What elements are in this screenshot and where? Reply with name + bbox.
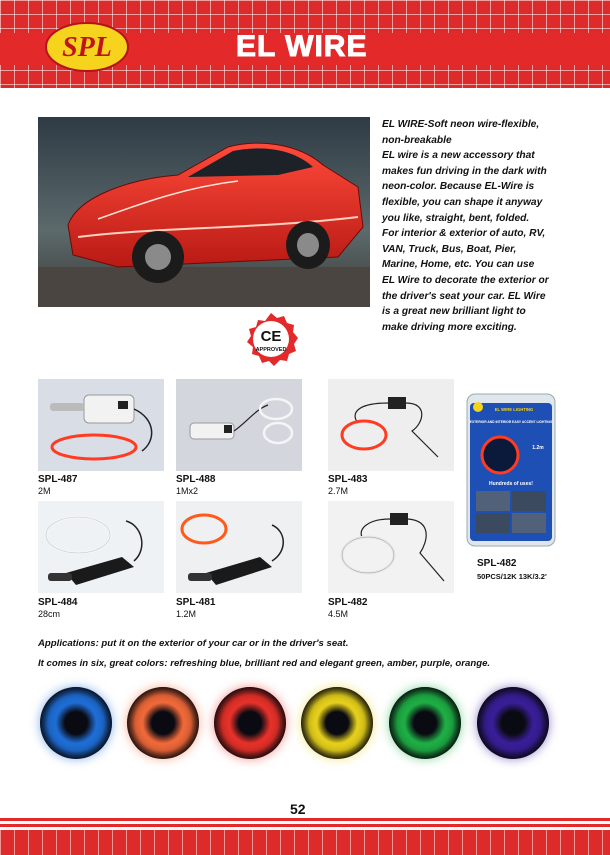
package-box-title: EL WIRE LIGHTING xyxy=(494,407,534,412)
product-code: SPL-488 xyxy=(176,474,216,485)
description-line: you like, straight, bent, folded. xyxy=(382,212,530,224)
applications-text: Applications: put it on the exterior of your car or in the driver's seat. xyxy=(38,638,349,649)
description-line: EL WIRE-Soft neon wire-flexible, xyxy=(382,119,540,130)
product-image-spl-483 xyxy=(328,379,454,471)
product-image-spl-487 xyxy=(38,379,164,471)
description-line: VAN, Truck, Bus, Boat, Pier, xyxy=(382,243,517,255)
page-number: 52 xyxy=(290,801,306,817)
product-length: 2M xyxy=(38,486,51,496)
description-line: make driving more exciting. xyxy=(382,321,517,333)
description-line: For interior & exterior of auto, RV, xyxy=(382,228,546,240)
hero-car-image xyxy=(38,117,370,307)
page-title: EL WIRE xyxy=(236,30,368,63)
ce-mark: CE xyxy=(260,328,282,345)
package-box-length: 1.2m xyxy=(532,445,544,451)
product-code: SPL-481 xyxy=(176,597,216,608)
color-swatch-orange xyxy=(127,687,199,759)
product-code: SPL-482 xyxy=(328,597,368,608)
description-line: the driver's seat your car. EL Wire xyxy=(382,290,546,302)
product-length: 2.7M xyxy=(328,486,349,496)
product-length: 4.5M xyxy=(328,609,349,619)
logo-text: SPL xyxy=(62,32,112,63)
page-header xyxy=(0,0,610,88)
description-line: is a great new brilliant light to xyxy=(382,306,526,318)
footer-rule xyxy=(0,818,610,821)
colors-text: It comes in six, great colors: refreshing blue, brilliant red and elegant green, amber, purple, orange. xyxy=(38,658,491,669)
package-code: SPL-482 xyxy=(477,558,517,569)
product-image-spl-481 xyxy=(176,501,302,593)
footer-rule xyxy=(0,824,610,827)
product-code: SPL-487 xyxy=(38,474,78,485)
spl-logo xyxy=(45,22,129,72)
color-swatch-green xyxy=(389,687,461,759)
color-swatch-red xyxy=(214,687,286,759)
approved-label: APPROVED xyxy=(255,347,287,353)
product-code: SPL-483 xyxy=(328,474,368,485)
page-footer xyxy=(0,818,610,855)
color-swatch-blue xyxy=(40,687,112,759)
product-length: 1.2M xyxy=(176,609,197,619)
package-box-subtitle: EXTERIOR AND INTERIOR EASY ACCENT LIGHTING xyxy=(469,420,553,424)
color-swatch-amber xyxy=(301,687,373,759)
description-line: EL Wire to decorate the exterior or xyxy=(382,274,549,286)
description-line: makes fun driving in the dark with xyxy=(382,165,547,177)
ce-approved-badge xyxy=(243,312,299,368)
product-code: SPL-484 xyxy=(38,597,78,608)
description-line: flexible, you can shape it anyway xyxy=(382,196,543,208)
description-line: non-breakable xyxy=(382,134,452,146)
product-image-spl-488 xyxy=(176,379,302,471)
product-length: 1Mx2 xyxy=(176,486,199,496)
description-line: Marine, Home, etc. You can use xyxy=(382,259,535,271)
product-image-spl-484 xyxy=(38,501,164,593)
footer-grid-band xyxy=(0,830,610,855)
retail-package-image xyxy=(466,393,556,547)
description-line: EL wire is a new accessory that xyxy=(382,150,535,162)
color-swatch-purple xyxy=(477,687,549,759)
package-box-tagline: Hundreds of uses! xyxy=(489,481,533,487)
package-quantity: 50PCS/12K 13K/3.2' xyxy=(477,572,547,581)
product-description xyxy=(382,117,582,335)
description-line: neon-color. Because EL-Wire is xyxy=(382,181,535,193)
product-length: 28cm xyxy=(38,609,61,619)
product-image-spl-482 xyxy=(328,501,454,593)
